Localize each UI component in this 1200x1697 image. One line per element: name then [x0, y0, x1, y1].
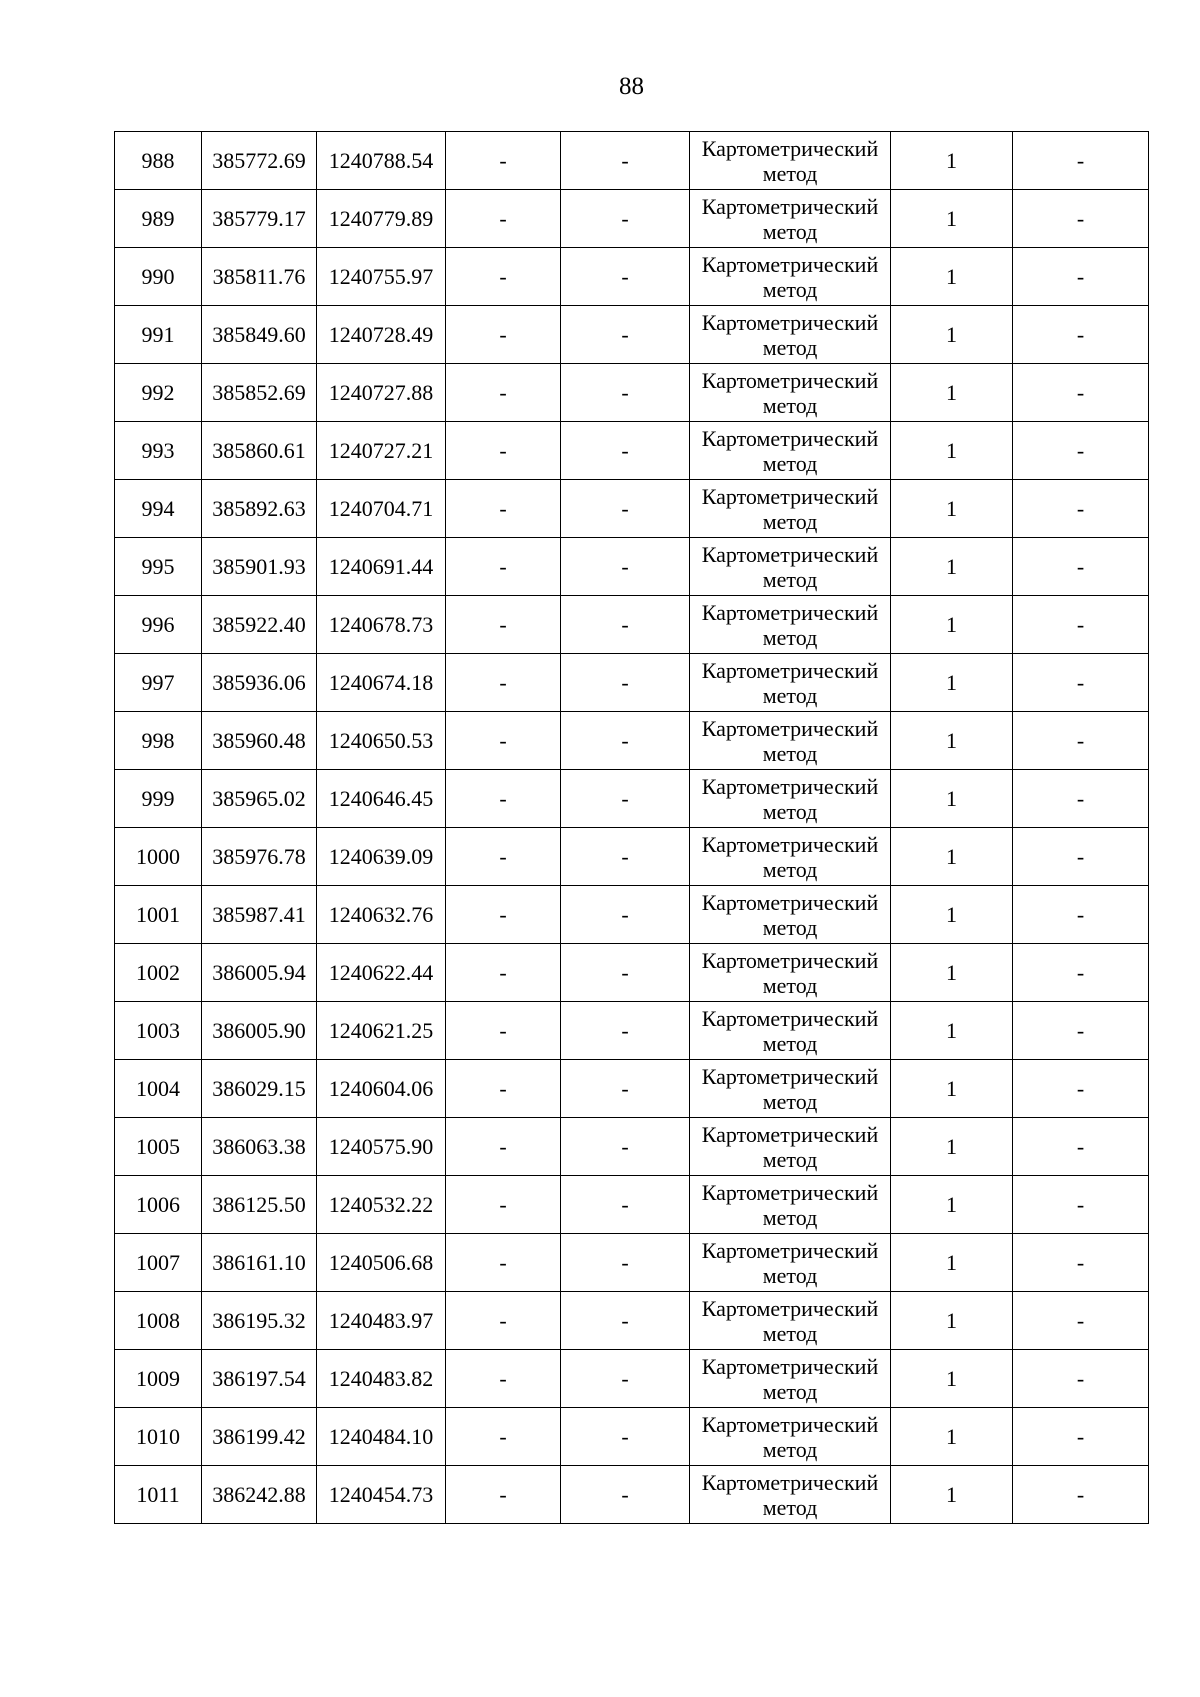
- column-8-cell: -: [1013, 712, 1149, 770]
- column-5-cell: -: [561, 944, 690, 1002]
- column-4-cell: -: [446, 1350, 561, 1408]
- method-line-2: метод: [762, 1378, 818, 1404]
- column-7-cell: 1: [891, 248, 1013, 306]
- column-4-cell: -: [446, 132, 561, 190]
- x-coordinate-cell: 385901.93: [202, 538, 317, 596]
- method-line-2: метод: [762, 218, 818, 244]
- column-7-cell: 1: [891, 422, 1013, 480]
- method-line-1: Картометрический: [701, 1179, 879, 1205]
- method-line-1: Картометрический: [701, 657, 879, 683]
- table-row: [115, 944, 1149, 1002]
- table-row: [115, 1292, 1149, 1350]
- method-cell: [690, 828, 891, 886]
- column-8-cell: -: [1013, 654, 1149, 712]
- point-number-cell: 992: [115, 364, 202, 422]
- page-number: 88: [619, 73, 644, 100]
- method-line-1: Картометрический: [701, 1411, 879, 1437]
- method-line-1: Картометрический: [701, 889, 879, 915]
- column-5-cell: -: [561, 1350, 690, 1408]
- x-coordinate-cell: 386197.54: [202, 1350, 317, 1408]
- y-coordinate-cell: 1240632.76: [317, 886, 446, 944]
- table-row: [115, 364, 1149, 422]
- table-row: [115, 712, 1149, 770]
- column-5-cell: -: [561, 770, 690, 828]
- y-coordinate-cell: 1240755.97: [317, 248, 446, 306]
- table-row: [115, 1234, 1149, 1292]
- method-line-1: Картометрический: [701, 599, 879, 625]
- table-row: [115, 306, 1149, 364]
- method-cell: [690, 1118, 891, 1176]
- column-4-cell: -: [446, 248, 561, 306]
- point-number-cell: 1007: [115, 1234, 202, 1292]
- method-line-2: метод: [762, 1088, 818, 1114]
- column-5-cell: -: [561, 248, 690, 306]
- table-row: [115, 480, 1149, 538]
- y-coordinate-cell: 1240621.25: [317, 1002, 446, 1060]
- method-line-2: метод: [762, 682, 818, 708]
- table-row: [115, 422, 1149, 480]
- method-cell: [690, 364, 891, 422]
- column-5-cell: -: [561, 886, 690, 944]
- method-line-2: метод: [762, 1262, 818, 1288]
- method-line-1: Картометрический: [701, 831, 879, 857]
- point-number-cell: 1011: [115, 1466, 202, 1524]
- method-line-1: Картометрический: [701, 541, 879, 567]
- method-line-1: Картометрический: [701, 1469, 879, 1495]
- column-8-cell: -: [1013, 828, 1149, 886]
- method-line-1: Картометрический: [701, 1237, 879, 1263]
- method-line-1: Картометрический: [701, 773, 879, 799]
- method-line-2: метод: [762, 624, 818, 650]
- point-number-cell: 1000: [115, 828, 202, 886]
- column-5-cell: -: [561, 1408, 690, 1466]
- y-coordinate-cell: 1240506.68: [317, 1234, 446, 1292]
- x-coordinate-cell: 385976.78: [202, 828, 317, 886]
- column-5-cell: -: [561, 422, 690, 480]
- point-number-cell: 995: [115, 538, 202, 596]
- column-5-cell: -: [561, 712, 690, 770]
- column-5-cell: -: [561, 132, 690, 190]
- table-row: [115, 1060, 1149, 1118]
- column-4-cell: -: [446, 1176, 561, 1234]
- column-4-cell: -: [446, 1118, 561, 1176]
- table-row: [115, 828, 1149, 886]
- column-8-cell: -: [1013, 190, 1149, 248]
- x-coordinate-cell: 385965.02: [202, 770, 317, 828]
- column-5-cell: -: [561, 364, 690, 422]
- method-cell: [690, 596, 891, 654]
- method-line-2: метод: [762, 1204, 818, 1230]
- method-line-1: Картометрический: [701, 193, 879, 219]
- x-coordinate-cell: 386161.10: [202, 1234, 317, 1292]
- column-8-cell: -: [1013, 1408, 1149, 1466]
- column-7-cell: 1: [891, 886, 1013, 944]
- method-cell: [690, 306, 891, 364]
- method-line-1: Картометрический: [701, 1295, 879, 1321]
- column-7-cell: 1: [891, 1234, 1013, 1292]
- table-row: [115, 190, 1149, 248]
- y-coordinate-cell: 1240678.73: [317, 596, 446, 654]
- column-7-cell: 1: [891, 1176, 1013, 1234]
- method-line-1: Картометрический: [701, 1005, 879, 1031]
- column-4-cell: -: [446, 828, 561, 886]
- table-row: [115, 538, 1149, 596]
- point-number-cell: 1001: [115, 886, 202, 944]
- column-8-cell: -: [1013, 1292, 1149, 1350]
- x-coordinate-cell: 385936.06: [202, 654, 317, 712]
- column-8-cell: -: [1013, 364, 1149, 422]
- x-coordinate-cell: 385811.76: [202, 248, 317, 306]
- method-cell: [690, 654, 891, 712]
- column-5-cell: -: [561, 306, 690, 364]
- method-line-1: Картометрический: [701, 1063, 879, 1089]
- method-line-1: Картометрический: [701, 947, 879, 973]
- table-row: [115, 886, 1149, 944]
- method-cell: [690, 1292, 891, 1350]
- column-5-cell: -: [561, 654, 690, 712]
- column-7-cell: 1: [891, 1350, 1013, 1408]
- method-cell: [690, 1466, 891, 1524]
- method-line-2: метод: [762, 1146, 818, 1172]
- column-8-cell: -: [1013, 1350, 1149, 1408]
- method-cell: [690, 944, 891, 1002]
- method-line-1: Картометрический: [701, 1353, 879, 1379]
- method-line-1: Картометрический: [701, 367, 879, 393]
- method-line-2: метод: [762, 1030, 818, 1056]
- column-8-cell: -: [1013, 1060, 1149, 1118]
- x-coordinate-cell: 385779.17: [202, 190, 317, 248]
- method-line-1: Картометрический: [701, 251, 879, 277]
- column-4-cell: -: [446, 480, 561, 538]
- column-7-cell: 1: [891, 364, 1013, 422]
- y-coordinate-cell: 1240650.53: [317, 712, 446, 770]
- x-coordinate-cell: 386125.50: [202, 1176, 317, 1234]
- method-cell: [690, 1408, 891, 1466]
- column-4-cell: -: [446, 770, 561, 828]
- method-cell: [690, 132, 891, 190]
- y-coordinate-cell: 1240779.89: [317, 190, 446, 248]
- y-coordinate-cell: 1240728.49: [317, 306, 446, 364]
- column-5-cell: -: [561, 1292, 690, 1350]
- table-row: [115, 1176, 1149, 1234]
- method-line-1: Картометрический: [701, 425, 879, 451]
- method-line-2: метод: [762, 334, 818, 360]
- column-4-cell: -: [446, 944, 561, 1002]
- column-7-cell: 1: [891, 1408, 1013, 1466]
- column-5-cell: -: [561, 480, 690, 538]
- table-row: [115, 1002, 1149, 1060]
- y-coordinate-cell: 1240532.22: [317, 1176, 446, 1234]
- column-8-cell: -: [1013, 538, 1149, 596]
- x-coordinate-cell: 385922.40: [202, 596, 317, 654]
- x-coordinate-cell: 386005.94: [202, 944, 317, 1002]
- method-line-2: метод: [762, 798, 818, 824]
- y-coordinate-cell: 1240727.21: [317, 422, 446, 480]
- column-7-cell: 1: [891, 828, 1013, 886]
- column-8-cell: -: [1013, 596, 1149, 654]
- column-5-cell: -: [561, 828, 690, 886]
- column-4-cell: -: [446, 654, 561, 712]
- column-7-cell: 1: [891, 190, 1013, 248]
- table-row: [115, 248, 1149, 306]
- x-coordinate-cell: 386005.90: [202, 1002, 317, 1060]
- x-coordinate-cell: 386195.32: [202, 1292, 317, 1350]
- method-line-1: Картометрический: [701, 715, 879, 741]
- point-number-cell: 998: [115, 712, 202, 770]
- column-4-cell: -: [446, 1060, 561, 1118]
- method-line-1: Картометрический: [701, 309, 879, 335]
- column-8-cell: -: [1013, 1118, 1149, 1176]
- table-row: [115, 654, 1149, 712]
- x-coordinate-cell: 386242.88: [202, 1466, 317, 1524]
- column-4-cell: -: [446, 1408, 561, 1466]
- column-5-cell: -: [561, 596, 690, 654]
- point-number-cell: 989: [115, 190, 202, 248]
- method-line-2: метод: [762, 1494, 818, 1520]
- y-coordinate-cell: 1240483.82: [317, 1350, 446, 1408]
- table-row: [115, 1408, 1149, 1466]
- column-8-cell: -: [1013, 770, 1149, 828]
- x-coordinate-cell: 385987.41: [202, 886, 317, 944]
- point-number-cell: 1004: [115, 1060, 202, 1118]
- point-number-cell: 997: [115, 654, 202, 712]
- method-line-2: метод: [762, 450, 818, 476]
- column-5-cell: -: [561, 190, 690, 248]
- y-coordinate-cell: 1240484.10: [317, 1408, 446, 1466]
- column-8-cell: -: [1013, 248, 1149, 306]
- method-cell: [690, 538, 891, 596]
- method-cell: [690, 770, 891, 828]
- point-number-cell: 1010: [115, 1408, 202, 1466]
- method-line-2: метод: [762, 914, 818, 940]
- column-7-cell: 1: [891, 1060, 1013, 1118]
- table-row: [115, 1350, 1149, 1408]
- point-number-cell: 990: [115, 248, 202, 306]
- column-4-cell: -: [446, 1234, 561, 1292]
- method-cell: [690, 1002, 891, 1060]
- column-4-cell: -: [446, 538, 561, 596]
- point-number-cell: 988: [115, 132, 202, 190]
- point-number-cell: 1003: [115, 1002, 202, 1060]
- column-4-cell: -: [446, 886, 561, 944]
- y-coordinate-cell: 1240575.90: [317, 1118, 446, 1176]
- y-coordinate-cell: 1240674.18: [317, 654, 446, 712]
- column-7-cell: 1: [891, 1292, 1013, 1350]
- point-number-cell: 1008: [115, 1292, 202, 1350]
- column-8-cell: -: [1013, 480, 1149, 538]
- column-7-cell: 1: [891, 480, 1013, 538]
- column-4-cell: -: [446, 306, 561, 364]
- method-cell: [690, 190, 891, 248]
- method-line-1: Картометрический: [701, 135, 879, 161]
- point-number-cell: 1009: [115, 1350, 202, 1408]
- method-cell: [690, 886, 891, 944]
- method-cell: [690, 712, 891, 770]
- column-7-cell: 1: [891, 1002, 1013, 1060]
- method-line-2: метод: [762, 856, 818, 882]
- method-cell: [690, 1350, 891, 1408]
- x-coordinate-cell: 385772.69: [202, 132, 317, 190]
- column-5-cell: -: [561, 1002, 690, 1060]
- method-line-2: метод: [762, 508, 818, 534]
- table-body: [115, 132, 1149, 1524]
- table-row: [115, 132, 1149, 190]
- method-cell: [690, 1060, 891, 1118]
- x-coordinate-cell: 386029.15: [202, 1060, 317, 1118]
- column-8-cell: -: [1013, 1234, 1149, 1292]
- column-5-cell: -: [561, 1234, 690, 1292]
- point-number-cell: 993: [115, 422, 202, 480]
- coordinates-table: [114, 131, 1149, 1524]
- x-coordinate-cell: 386063.38: [202, 1118, 317, 1176]
- point-number-cell: 994: [115, 480, 202, 538]
- column-4-cell: -: [446, 1292, 561, 1350]
- column-7-cell: 1: [891, 1466, 1013, 1524]
- x-coordinate-cell: 385892.63: [202, 480, 317, 538]
- y-coordinate-cell: 1240788.54: [317, 132, 446, 190]
- method-line-2: метод: [762, 160, 818, 186]
- point-number-cell: 1002: [115, 944, 202, 1002]
- y-coordinate-cell: 1240704.71: [317, 480, 446, 538]
- method-line-1: Картометрический: [701, 1121, 879, 1147]
- table-row: [115, 1466, 1149, 1524]
- column-4-cell: -: [446, 364, 561, 422]
- column-5-cell: -: [561, 1466, 690, 1524]
- x-coordinate-cell: 386199.42: [202, 1408, 317, 1466]
- column-5-cell: -: [561, 538, 690, 596]
- column-5-cell: -: [561, 1060, 690, 1118]
- column-4-cell: -: [446, 712, 561, 770]
- method-cell: [690, 1234, 891, 1292]
- method-line-2: метод: [762, 392, 818, 418]
- x-coordinate-cell: 385960.48: [202, 712, 317, 770]
- method-line-2: метод: [762, 740, 818, 766]
- column-7-cell: 1: [891, 306, 1013, 364]
- table-row: [115, 596, 1149, 654]
- column-4-cell: -: [446, 1002, 561, 1060]
- point-number-cell: 1005: [115, 1118, 202, 1176]
- method-cell: [690, 480, 891, 538]
- column-8-cell: -: [1013, 422, 1149, 480]
- y-coordinate-cell: 1240483.97: [317, 1292, 446, 1350]
- column-8-cell: -: [1013, 1176, 1149, 1234]
- x-coordinate-cell: 385860.61: [202, 422, 317, 480]
- y-coordinate-cell: 1240454.73: [317, 1466, 446, 1524]
- column-7-cell: 1: [891, 770, 1013, 828]
- y-coordinate-cell: 1240691.44: [317, 538, 446, 596]
- column-8-cell: -: [1013, 306, 1149, 364]
- method-line-2: метод: [762, 1436, 818, 1462]
- column-7-cell: 1: [891, 654, 1013, 712]
- method-cell: [690, 422, 891, 480]
- column-8-cell: -: [1013, 1466, 1149, 1524]
- column-8-cell: -: [1013, 1002, 1149, 1060]
- column-8-cell: -: [1013, 132, 1149, 190]
- point-number-cell: 991: [115, 306, 202, 364]
- table-row: [115, 1118, 1149, 1176]
- method-line-2: метод: [762, 972, 818, 998]
- column-7-cell: 1: [891, 132, 1013, 190]
- method-line-2: метод: [762, 1320, 818, 1346]
- column-4-cell: -: [446, 596, 561, 654]
- method-line-1: Картометрический: [701, 483, 879, 509]
- method-cell: [690, 1176, 891, 1234]
- column-7-cell: 1: [891, 596, 1013, 654]
- column-8-cell: -: [1013, 886, 1149, 944]
- point-number-cell: 999: [115, 770, 202, 828]
- y-coordinate-cell: 1240639.09: [317, 828, 446, 886]
- column-4-cell: -: [446, 422, 561, 480]
- column-4-cell: -: [446, 190, 561, 248]
- column-7-cell: 1: [891, 944, 1013, 1002]
- column-8-cell: -: [1013, 944, 1149, 1002]
- method-line-2: метод: [762, 276, 818, 302]
- column-5-cell: -: [561, 1176, 690, 1234]
- method-line-2: метод: [762, 566, 818, 592]
- table-row: [115, 770, 1149, 828]
- x-coordinate-cell: 385849.60: [202, 306, 317, 364]
- point-number-cell: 1006: [115, 1176, 202, 1234]
- column-7-cell: 1: [891, 538, 1013, 596]
- y-coordinate-cell: 1240646.45: [317, 770, 446, 828]
- y-coordinate-cell: 1240604.06: [317, 1060, 446, 1118]
- y-coordinate-cell: 1240622.44: [317, 944, 446, 1002]
- column-5-cell: -: [561, 1118, 690, 1176]
- y-coordinate-cell: 1240727.88: [317, 364, 446, 422]
- column-4-cell: -: [446, 1466, 561, 1524]
- point-number-cell: 996: [115, 596, 202, 654]
- method-cell: [690, 248, 891, 306]
- column-7-cell: 1: [891, 1118, 1013, 1176]
- column-7-cell: 1: [891, 712, 1013, 770]
- x-coordinate-cell: 385852.69: [202, 364, 317, 422]
